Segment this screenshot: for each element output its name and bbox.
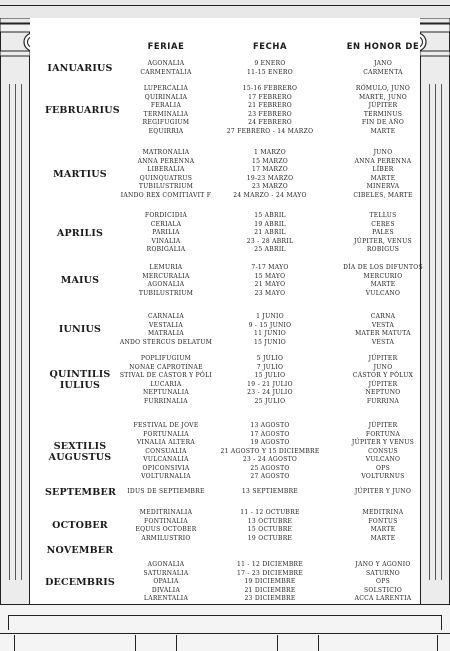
festival-deity: SOLSTICIO [363,586,403,594]
festival-deity: FORTUNA [365,430,401,438]
festival-date: 5 JULIO [256,355,284,362]
festival-deity: JÚPITER Y VENUS [351,439,415,446]
festival-deity: MARTE [370,526,396,533]
festival-name: LUPERCALIA [143,85,189,92]
month-label [45,275,115,286]
festival-deity: JUNO [373,149,393,156]
festival-name: IDUS DE SEPTIEMBRE [127,488,205,495]
festival-date: 25 AGOSTO [250,464,290,472]
festival-name: TUBILUSTRIUM [138,289,194,297]
festival-date: 21 MAYO [254,281,286,288]
festival-deity: CONSUS [368,447,398,455]
festival-name: TERMINALIA [143,110,189,118]
festival-name: QUINQUATRUS [139,174,193,182]
month-label [45,324,115,335]
festival-date: 19 ABRIL [254,220,286,228]
month-name-line: DECEMBRIS [45,576,115,588]
table-row [30,289,420,299]
month-name-line: AUGUSTUS [48,451,112,463]
festival-deity: JUNO [373,363,393,371]
header-fecha: FECHA [252,41,288,51]
festival-date: 15 OCTUBRE [247,526,293,533]
festival-name: MERCURALIA [142,272,190,280]
festival-name: AGONALIA [147,561,185,568]
month-label [45,369,115,391]
festival-date: 15-16 FEBRERO [242,85,298,92]
festival-name: NONAE CAPROTINAE [129,363,203,371]
festival-deity: VULCANO [365,456,401,463]
month-name-line: MAIUS [60,275,100,287]
festival-name: AGONALIA [147,60,185,67]
festival-name: TUBILUSTRIUM [138,183,194,190]
festival-date: 17 AGOSTO [250,430,290,438]
festival-date: 21 FEBRERO [248,102,292,109]
festival-date: 11-15 ENERO [247,68,293,76]
festival-name: VOLTURNALIA [141,473,191,480]
festival-name: FORDICIDIA [144,212,188,219]
header-feriae: FERIAE [147,41,185,51]
table-row [30,245,420,255]
festival-date: 13 OCTUBRE [247,517,293,525]
festival-deity: JÚPITER Y JUNO [354,488,412,495]
festival-deity: LÍBER [372,166,394,173]
month-label [45,520,115,531]
festival-name: EQUUS OCTOBER [135,526,197,533]
festival-date: 25 ABRIL [254,246,286,253]
festival-deity: CIBELES, MARTE [353,191,413,199]
festival-deity: ROBIGUS [366,246,400,253]
festival-date: 27 AGOSTO [250,473,290,480]
festival-date: 23 MARZO [251,183,289,190]
festival-deity: MARTE [370,534,396,542]
festival-date: 1 JUNIO [256,313,284,320]
festival-name: LUCARIA [150,380,182,388]
festival-date: 15 JUNIO [254,338,286,346]
festival-deity: ANNA PERENNA [354,157,412,165]
festival-name: MATRALIA [147,330,185,337]
month-label [45,169,115,180]
festival-name: CARMENTALIA [140,68,192,76]
month-name-line: APRILIS [56,227,104,239]
table-row [30,534,420,544]
festival-name: OPALIA [153,578,179,585]
festival-name: FORTUNALIA [143,430,189,438]
festival-name: FESTIVAL DE JOVE [133,422,199,429]
festival-date: 15 ABRIL [254,212,286,219]
festival-name: VESTALIA [149,321,183,329]
festival-date: 21 DICIEMBRE [244,586,296,594]
festival-name: CONSUALIA [145,447,187,455]
festival-date: 23 - 24 AGOSTO [242,456,298,463]
festival-name: NEPTUNALIA [143,389,189,396]
festival-date: 24 MARZO - 24 MAYO [233,191,307,199]
festival-deity: JÚPITER [368,422,398,429]
festival-date: 19-23 MARZO [246,174,294,182]
festival-name: FONTINALIA [144,517,188,525]
month-label [45,545,115,556]
left-column-pillar [0,18,30,604]
festival-deity: ACCA LARENTIA [354,595,412,602]
festival-date: 9 ENERO [254,60,286,67]
festival-deity: TERMINUS [363,110,403,118]
festival-date: 23 - 24 JULIO [247,389,293,396]
festival-name: SATURNALIA [143,569,189,577]
frame-bottom-base [0,604,450,651]
festival-deity: JANO Y AGONIO [355,561,411,568]
festival-name: PARILIA [152,229,180,236]
festival-name: LARENTALIA [143,595,189,602]
festival-deity: DÍA DE LOS DIFUNTOS [343,264,423,271]
festival-date: 9 - 15 JUNIO [248,321,292,329]
festival-name: MATRONALIA [142,149,190,156]
festival-date: 19 - 21 JULIO [247,380,293,388]
calendar-panel [30,18,423,604]
festival-name: CARNALIA [147,313,185,320]
festival-date: 1 MARZO [254,149,286,156]
festival-date: 13 SEPTIEMBRE [241,488,299,495]
festival-date: 21 ABRIL [254,229,286,236]
festival-deity: JÚPITER [368,380,398,388]
right-column-pillar [420,18,450,604]
festival-name: MEDITRINALIA [139,509,193,516]
festival-name: VINALIA ALTERA [136,439,196,446]
month-name-line: MARTIUS [53,168,107,180]
festival-deity: OPS [376,578,390,585]
month-label [45,104,120,116]
festival-deity: CERES [371,220,395,228]
festival-deity: MERCURIO [363,272,403,280]
festival-deity: JÚPITER [368,355,398,362]
festival-deity: CARNA [370,313,396,320]
festival-date: 23 DICIEMBRE [244,595,296,602]
festival-name: DIVALIA [151,586,181,594]
festival-name: VULCANALIA [143,456,189,463]
festival-name: ARMILUSTRIO [141,534,191,542]
month-name-line: IUNIUS [58,324,102,336]
month-name-line: NOVEMBER [46,544,114,556]
table-row [30,127,420,137]
festival-deity: VESTA [371,321,395,329]
festival-deity: MATER MATUTA [355,330,411,337]
festival-date: 23 MAYO [254,289,286,297]
month-name-line: SEXTILIS [53,440,107,452]
festival-date: 23 FEBRERO [248,110,292,118]
header-en-honor-de: EN HONOR DE [346,41,420,51]
festival-deity: MARTE [370,174,396,182]
festival-deity: PALES [372,229,394,236]
festival-deity: OPS [376,464,390,472]
month-label [45,63,115,74]
festival-date: 17 - 23 DICIEMBRE [236,569,304,577]
table-row [30,472,420,482]
festival-name: AGONALIA [147,281,185,288]
festival-date: 17 MARZO [251,166,289,173]
festival-date: 19 DICIEMBRE [244,578,296,585]
festival-date: 11 - 12 DICIEMBRE [236,561,304,568]
festival-name: CERIALA [150,220,182,228]
festival-deity: FIN DE AÑO [361,119,405,126]
table-row [30,338,420,348]
festival-deity: MEDITRINA [362,509,404,516]
festival-deity: MARTE, JUNO [358,93,408,101]
month-name-line: IANUARIUS [47,62,113,74]
festival-deity: RÓMULO, JUNO [355,85,411,92]
festival-name: FERALIA [150,102,182,109]
festival-deity: FURRINA [366,397,400,405]
festival-deity: NEPTUNO [365,389,401,396]
festival-date: 7 JULIO [256,363,284,371]
month-name-line: FEBRUARIUS [45,104,120,116]
month-label [45,487,115,498]
festival-date: 13 AGOSTO [250,422,290,429]
festival-date: 25 JULIO [254,397,286,405]
festival-deity: CÁSTOR Y PÓLUX [352,372,414,379]
festival-deity: FONTUS [368,517,398,525]
festival-name: OPICONSIVIA [142,464,190,472]
festival-deity: SATURNO [366,569,400,577]
festival-date: 7-17 MAYO [251,264,289,271]
festival-name: IANDO REX COMITIAVIT F [120,191,212,199]
festival-date: 19 AGOSTO [250,439,290,446]
festival-name: POPLIFUGIUM [140,355,192,362]
month-label [45,577,115,588]
month-name-line: QUINTILIS [49,369,111,381]
festival-deity: VOLTURNUS [361,473,405,480]
festival-deity: MARTE [370,281,396,288]
festival-deity: CARMENTA [363,68,403,76]
festival-date: 15 MARZO [251,157,289,165]
month-name-line: SEPTEMBER [45,486,117,498]
festival-name: ROBIGALIA [146,246,186,253]
festival-deity: VULCANO [365,289,401,297]
month-label [45,441,115,463]
festival-date: 23 - 28 ABRIL [246,237,294,245]
table-row [30,594,420,604]
festival-name: QUIRINALIA [144,93,188,101]
festival-date: 24 FEBRERO [248,119,292,126]
festival-name: VINALIA [151,237,181,245]
festival-name: LEMURIA [149,264,183,271]
table-row [30,191,420,201]
festival-date: 15 MAYO [254,272,286,280]
festival-date: 19 OCTUBRE [247,534,293,542]
festival-date: 15 JULIO [254,372,286,379]
month-label [45,228,115,239]
festival-deity: VESTA [371,338,395,346]
month-name-line: OCTOBER [52,520,108,532]
festival-date: 17 FEBRERO [248,93,292,101]
festival-date: 11 JUNIO [254,330,286,337]
festival-name: ANNA PERENNA [137,157,195,165]
festival-date: 11 - 12 OCTUBRE [240,509,300,516]
festival-deity: MINERVA [366,183,400,190]
festival-date: 27 FEBRERO - 14 MARZO [226,127,314,135]
table-row [30,397,420,407]
festival-name: REGIFUGIUM [142,119,190,126]
festival-deity: TELLUS [369,212,397,219]
month-name-line: IULIUS [59,380,101,392]
festival-deity: JÚPITER [368,102,398,109]
festival-deity: JANO [373,60,393,67]
festival-name: ANDO STERCUS DELATUM [119,338,213,346]
festival-deity: MARTE [370,127,396,135]
festival-name: LIBERALIA [147,166,185,173]
frame-top-border [0,0,450,19]
festival-deity: JÚPITER, VENUS [354,237,412,245]
festival-name: STIVAL DE CÁSTOR Y PÓLI [119,372,213,379]
festival-name: FURRINALIA [144,397,188,405]
festival-name: EQUIRRIA [148,127,184,135]
festival-date: 21 AGOSTO Y 15 DICIEMBRE [220,447,320,455]
